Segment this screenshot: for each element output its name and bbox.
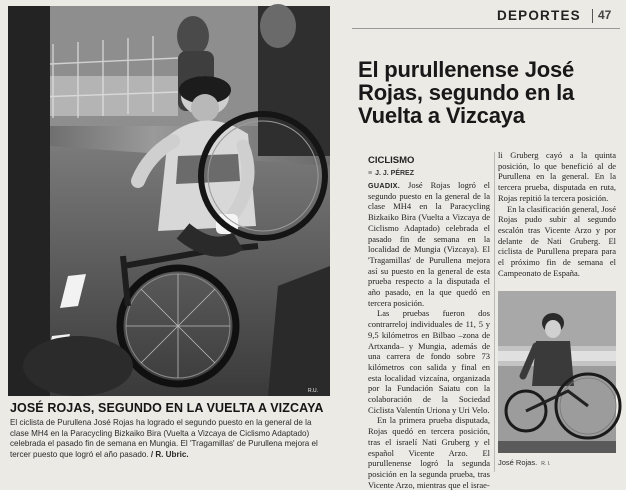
- inset-caption: [498, 458, 550, 467]
- article-paragraph: En la primera prueba disputada, Rojas quedó en tercera posición, tras el israelí Nati Gruberg y el español Vicente Arzo. El purullenense logró la segunda posición en la segunda prueba, tras Vicente Arzo, mientras que el israe-: [368, 415, 490, 490]
- byline-author: J. J. PÉREZ: [375, 170, 414, 177]
- column-divider: [494, 152, 495, 472]
- inset-photo: [498, 291, 616, 453]
- photo-caption-credit: / R. Ubric.: [150, 449, 189, 459]
- article-headline: El purullenense José Rojas, segundo en la Vuelta a Vizcaya: [358, 57, 575, 128]
- article-column-1: [368, 180, 491, 490]
- article-dateline: GUADIX.: [368, 181, 401, 190]
- photo-credit: R.U.: [308, 388, 318, 394]
- photo-caption: [10, 418, 330, 460]
- inset-caption-text: José Rojas.: [498, 458, 538, 467]
- section-divider: [592, 9, 593, 23]
- article-byline: [368, 170, 414, 177]
- article-column-2: [498, 150, 616, 282]
- main-photo: [8, 6, 330, 396]
- cyclist-photo-illustration: [8, 6, 330, 396]
- article-paragraph: Las pruebas fueron dos contrarreloj individuales de 11, 5 y 9,5 kilómetros en Bilbao –zona de Artxanda– y Mungia, además de una carrera de fondo sobre 73 kilómetros con salida y final en esta localidad vizcaína, organizada por la Fundación Saiatu con la colaboración de la Sociedad Ciclista Valentín Uriona y Uri Velo.: [368, 308, 490, 415]
- photo-caption-text: El ciclista de Purullena José Rojas ha logrado el segundo puesto en la general de la clase MH4 en la Paracycling Bizkaiko Bira (Vuelta a Vizcaya de Ciclismo Adaptado) celebrada el pasado fin de semana en Mungia. El 'Tragamillas' de Purullena mejora el tercer puesto que logró el año pasado.: [10, 418, 318, 459]
- section-title: DEPORTES: [497, 8, 581, 23]
- section-rule: [352, 28, 620, 29]
- article-category: CICLISMO: [368, 155, 415, 166]
- page-number: 47: [598, 8, 612, 22]
- byline-marker-icon: ≡: [368, 170, 373, 177]
- article-paragraph: li Gruberg cayó a la quinta posición, lo que benefició al de Purullena en la general. En la tercera prueba, disputada en ruta, Rojas repitió la tercera posición.: [498, 150, 616, 203]
- inset-photo-credit: R. I.: [541, 461, 551, 467]
- article-paragraph: En la clasificación general, José Rojas pudo subir al segundo escalón tras Vicente Arzo y por delante de Nati Gruberg. El ciclista de Purullena prepara para el próximo fin de semana el Campeonato de España.: [498, 203, 616, 278]
- photo-headline: JOSÉ ROJAS, SEGUNDO EN LA VUELTA A VIZCAYA: [10, 401, 324, 415]
- inset-cyclist-illustration: [498, 291, 616, 453]
- article-paragraph: GUADIX. José Rojas logró el segundo puesto en la general de la clase MH4 en la Paracycling Bizkaiko Bira (Vuelta a Vizcaya de Ciclismo Adaptado) celebrada el pasado fin de semana en la localidad de Mungia (Vizcaya). El 'Tragamillas' de Purullena mejora así su puesto en la general de esta prueba respecto a la disputada el año pasado, en la que quedó en tercera posición.: [368, 180, 491, 308]
